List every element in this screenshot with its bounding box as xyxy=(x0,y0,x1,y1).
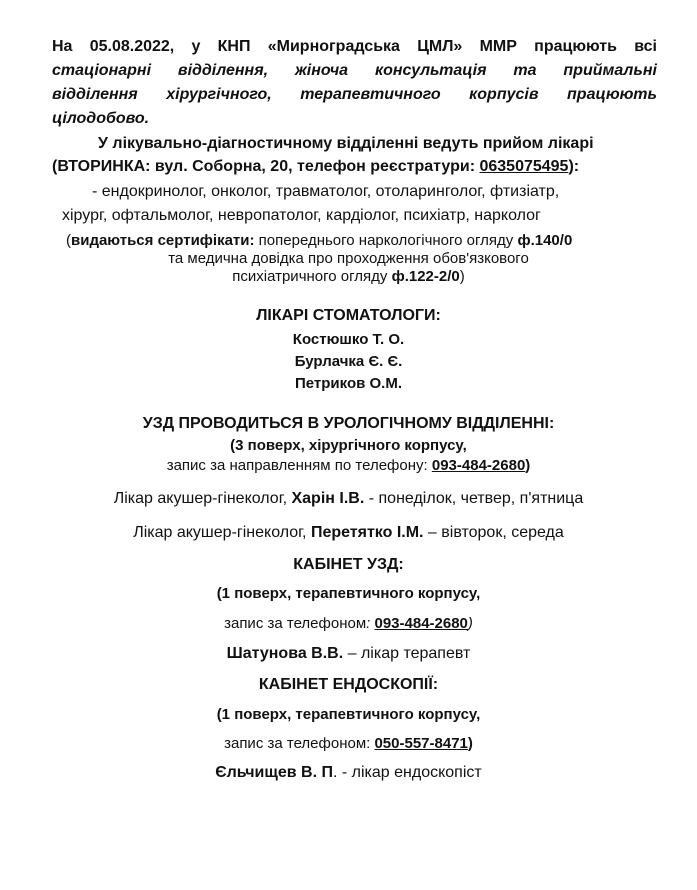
urology-uzd-booking: запис за направленням по телефону: 093-484-2680) xyxy=(166,457,531,474)
dentist-name: Бурлачка Є. Є. xyxy=(294,353,403,370)
gynecologist-1: Лікар акушер-гінеколог, Харін І.В. - понеділок, четвер, п'ятница xyxy=(113,490,584,507)
diag-specialists-2: хірург, офтальмолог, невропатолог, кардіолог, психіатр, нарколог xyxy=(62,207,541,224)
registry-phone[interactable]: 0635075495 xyxy=(479,158,569,175)
uzd-office-location: (1 поверх, терапевтичного корпусу, xyxy=(216,585,481,602)
urology-phone[interactable]: 093-484-2680 xyxy=(431,457,526,474)
uzd-office-booking: запис за телефоном: 093-484-2680) xyxy=(224,615,473,632)
intro-line-1 xyxy=(52,38,657,56)
dentist-name: Петриков О.М. xyxy=(294,375,402,392)
uzd-office-phone[interactable]: 093-484-2680 xyxy=(374,615,468,632)
urology-uzd-location: (3 поверх, хірургічного корпусу, xyxy=(230,437,467,454)
diag-line-2: (ВТОРИНКА: вул. Соборна, 20, телефон реєстратури: 0635075495): xyxy=(52,158,580,175)
diag-certificate-note: та медична довідка про проходження обов'язкового xyxy=(168,250,529,267)
dentists-heading: ЛІКАРІ СТОМАТОЛОГИ: xyxy=(256,307,441,324)
endoscopy-booking: запис за телефоном: 050-557-8471) xyxy=(224,735,473,752)
diag-specialists-1: - ендокринолог, онколог, травматолог, отоларинголог, фтизіатр, xyxy=(92,183,560,200)
endoscopy-phone[interactable]: 050-557-8471 xyxy=(374,735,468,752)
uzd-office-doctor: Шатунова В.В. – лікар терапевт xyxy=(226,645,471,662)
endoscopy-location: (1 поверх, терапевтичного корпусу, xyxy=(216,706,481,723)
endoscopy-doctor: Єльчищев В. П. - лікар ендоскопіст xyxy=(215,764,482,781)
diag-certificates: (видаються сертифікати: попереднього наркологічного огляду ф.140/0 xyxy=(66,232,573,249)
diag-psych-note: психіатричного огляду ф.122-2/0) xyxy=(232,268,465,285)
dentist-name: Костюшко Т. О. xyxy=(292,331,405,348)
gynecologist-2: Лікар акушер-гінеколог, Перетятко І.М. – вівторок, середа xyxy=(133,524,564,541)
intro-line-3: відділення хірургічного, терапевтичного корпусів працюють xyxy=(52,86,657,103)
intro-text-1: На 05.08.2022, у КНП «Мирноградська ЦМЛ» ММР працюють всі xyxy=(52,38,657,55)
uzd-office-heading: КАБІНЕТ УЗД: xyxy=(293,556,404,573)
endoscopy-heading: КАБІНЕТ ЕНДОСКОПІЇ: xyxy=(258,676,439,693)
intro-line-4: цілодобово. xyxy=(52,110,150,127)
intro-line-2: стаціонарні відділення, жіноча консультація та приймальні xyxy=(52,62,657,79)
diag-line-1: У лікувально-діагностичному відділенні ведуть прийом лікарі xyxy=(98,135,594,152)
urology-uzd-heading: УЗД ПРОВОДИТЬСЯ В УРОЛОГІЧНОМУ ВІДДІЛЕННІ: xyxy=(142,415,555,432)
